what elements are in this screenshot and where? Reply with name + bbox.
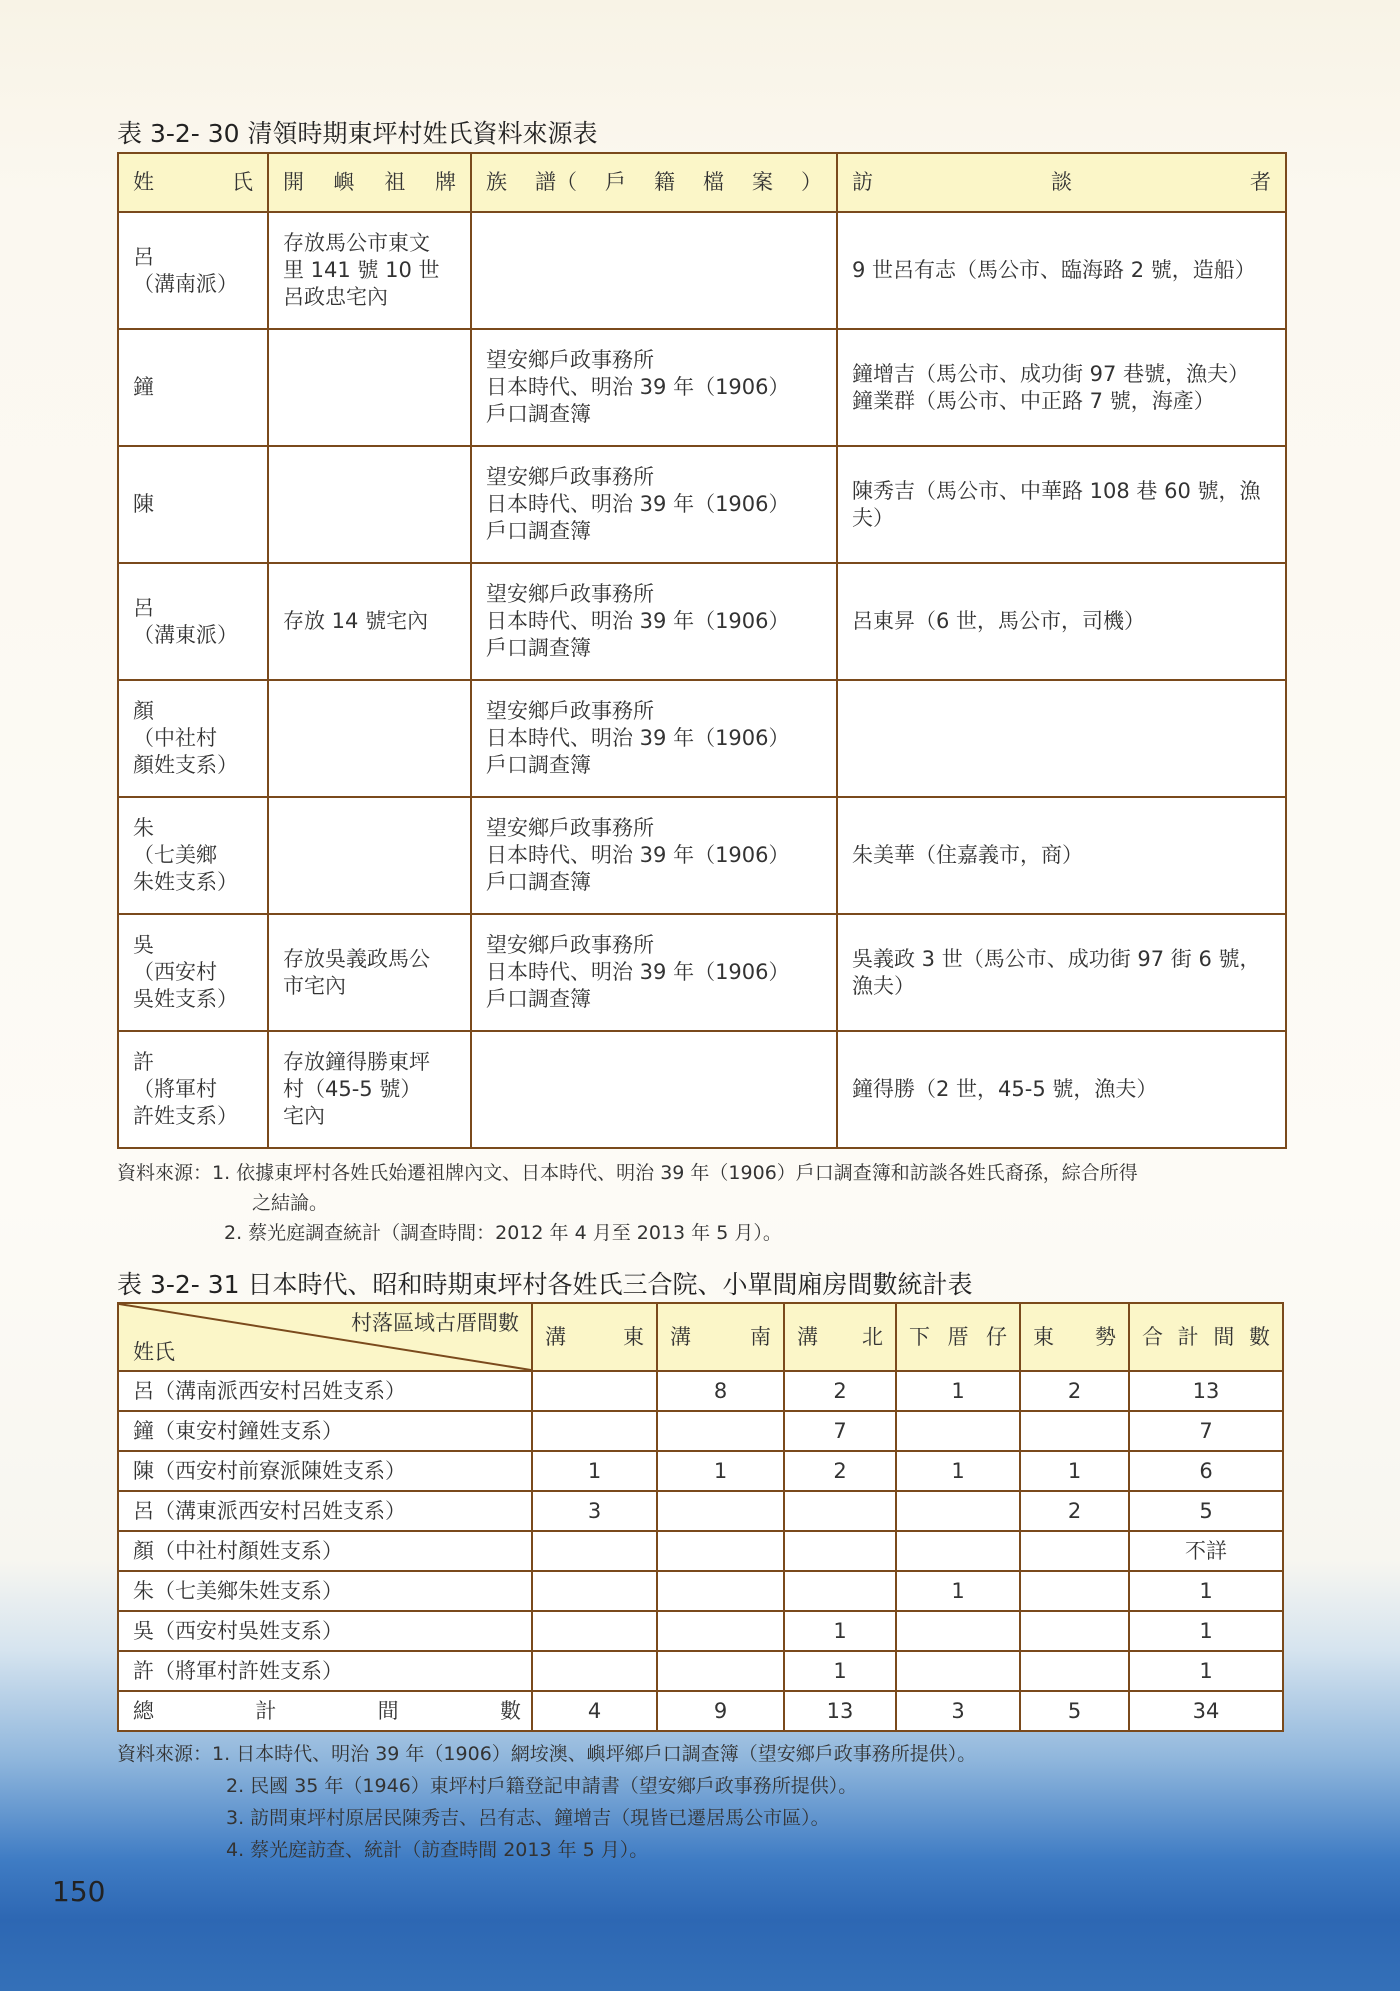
table-row xyxy=(118,1031,1286,1148)
cell-genealogy: 望安鄉戶政事務所 日本時代、明治 39 年（1906） 戶口調查簿 xyxy=(471,329,837,446)
cell-genealogy: 望安鄉戶政事務所 日本時代、明治 39 年（1906） 戶口調查簿 xyxy=(471,563,837,680)
cell-interviewee xyxy=(837,680,1286,797)
surname-cell: 鐘（東安村鐘姓支系） xyxy=(118,1411,532,1451)
cell-interviewee: 吳義政 3 世（馬公市、成功街 97 街 6 號，漁夫） xyxy=(837,914,1286,1031)
count-cell xyxy=(532,1371,657,1411)
cell-interviewee: 呂東昇（6 世，馬公市，司機） xyxy=(837,563,1286,680)
table-row xyxy=(118,1611,1283,1651)
cell-genealogy xyxy=(471,1031,837,1148)
column-header: 溝 北 xyxy=(784,1303,896,1371)
header-surname: 姓 氏 xyxy=(118,153,268,212)
note-line: 之結論。 xyxy=(252,1192,329,1214)
count-cell xyxy=(657,1611,784,1651)
total-label: 總 計 間 數 xyxy=(118,1691,532,1731)
surname-cell: 陳（西安村前寮派陳姓支系） xyxy=(118,1451,532,1491)
count-cell: 1 xyxy=(784,1611,896,1651)
count-cell xyxy=(1020,1531,1129,1571)
count-cell xyxy=(532,1411,657,1451)
table2-notes xyxy=(117,1739,976,1867)
count-cell xyxy=(532,1611,657,1651)
note-line: 4. 蔡光庭訪查、統計（訪查時間 2013 年 5 月）。 xyxy=(226,1839,649,1861)
cell-genealogy: 望安鄉戶政事務所 日本時代、明治 39 年（1906） 戶口調查簿 xyxy=(471,680,837,797)
note-line: 3. 訪問東坪村原居民陳秀吉、呂有志、鐘增吉（現皆已遷居馬公市區）。 xyxy=(226,1807,830,1829)
table-row xyxy=(118,1491,1283,1531)
corner-header xyxy=(118,1303,532,1371)
cell-tablet: 存放 14 號宅內 xyxy=(268,563,471,680)
page-number: 150 xyxy=(52,1875,106,1908)
cell-genealogy: 望安鄉戶政事務所 日本時代、明治 39 年（1906） 戶口調查簿 xyxy=(471,914,837,1031)
table-row xyxy=(118,563,1286,680)
table-row xyxy=(118,914,1286,1031)
cell-surname: 呂 （溝東派） xyxy=(118,563,268,680)
count-cell: 2 xyxy=(1020,1491,1129,1531)
note-line: 2. 蔡光庭調查統計（調查時間：2012 年 4 月至 2013 年 5 月）。 xyxy=(224,1222,782,1244)
note-line: 資料來源：1. 依據東坪村各姓氏始遷祖牌內文、日本時代、明治 39 年（1906）戶口調查簿和訪談各姓氏裔孫，綜合所得 xyxy=(117,1162,1138,1184)
total-cell: 34 xyxy=(1129,1691,1283,1731)
header-ancestral-tablet: 開 嶼 祖 牌 xyxy=(268,153,471,212)
count-cell: 2 xyxy=(784,1451,896,1491)
cell-tablet: 存放鐘得勝東坪 村（45-5 號） 宅內 xyxy=(268,1031,471,1148)
column-header: 溝 東 xyxy=(532,1303,657,1371)
header-genealogy: 族 譜（ 戶 籍 檔 案 ） xyxy=(471,153,837,212)
surname-sources-table xyxy=(117,152,1287,1149)
table1-notes xyxy=(117,1158,1138,1248)
count-cell: 13 xyxy=(1129,1371,1283,1411)
table-row xyxy=(118,1411,1283,1451)
table-row xyxy=(118,212,1286,329)
count-cell xyxy=(657,1491,784,1531)
count-cell xyxy=(896,1491,1020,1531)
cell-surname: 顏 （中社村 顏姓支系） xyxy=(118,680,268,797)
count-cell xyxy=(1020,1651,1129,1691)
count-cell: 2 xyxy=(784,1371,896,1411)
count-cell xyxy=(657,1571,784,1611)
surname-cell: 呂（溝南派西安村呂姓支系） xyxy=(118,1371,532,1411)
count-cell xyxy=(532,1651,657,1691)
note-line: 資料來源：1. 日本時代、明治 39 年（1906）網垵澳、嶼坪鄉戶口調查簿（望安鄉戶政事務所提供）。 xyxy=(117,1743,977,1765)
cell-tablet: 存放吳義政馬公 市宅內 xyxy=(268,914,471,1031)
table-row xyxy=(118,446,1286,563)
table-row xyxy=(118,1451,1283,1491)
count-cell xyxy=(657,1531,784,1571)
count-cell xyxy=(1020,1411,1129,1451)
count-cell: 7 xyxy=(784,1411,896,1451)
cell-tablet xyxy=(268,680,471,797)
cell-surname: 吳 （西安村 吳姓支系） xyxy=(118,914,268,1031)
column-header: 合 計 間 數 xyxy=(1129,1303,1283,1371)
cell-interviewee: 9 世呂有志（馬公市、臨海路 2 號，造船） xyxy=(837,212,1286,329)
count-cell: 不詳 xyxy=(1129,1531,1283,1571)
cell-genealogy: 望安鄉戶政事務所 日本時代、明治 39 年（1906） 戶口調查簿 xyxy=(471,797,837,914)
count-cell: 1 xyxy=(532,1451,657,1491)
count-cell: 1 xyxy=(1129,1611,1283,1651)
cell-interviewee: 朱美華（住嘉義市，商） xyxy=(837,797,1286,914)
table1-title: 表 3-2- 30 清領時期東坪村姓氏資料來源表 xyxy=(117,119,598,148)
cell-interviewee: 鐘增吉（馬公市、成功街 97 巷號，漁夫） 鐘業群（馬公市、中正路 7 號，海產） xyxy=(837,329,1286,446)
corner-top-label: 村落區域古厝間數 xyxy=(351,1311,519,1335)
count-cell xyxy=(532,1571,657,1611)
table-header-row xyxy=(118,1303,1283,1371)
surname-cell: 許（將軍村許姓支系） xyxy=(118,1651,532,1691)
count-cell: 6 xyxy=(1129,1451,1283,1491)
surname-cell: 呂（溝東派西安村呂姓支系） xyxy=(118,1491,532,1531)
table-header-row xyxy=(118,153,1286,212)
count-cell: 7 xyxy=(1129,1411,1283,1451)
cell-surname: 朱 （七美鄉 朱姓支系） xyxy=(118,797,268,914)
count-cell xyxy=(1020,1571,1129,1611)
table2-title: 表 3-2- 31 日本時代、昭和時期東坪村各姓氏三合院、小單間廂房間數統計表 xyxy=(117,1270,973,1299)
cell-tablet xyxy=(268,797,471,914)
surname-cell: 吳（西安村吳姓支系） xyxy=(118,1611,532,1651)
cell-tablet xyxy=(268,446,471,563)
count-cell: 1 xyxy=(784,1651,896,1691)
table-row xyxy=(118,680,1286,797)
cell-interviewee: 陳秀吉（馬公市、中華路 108 巷 60 號，漁夫） xyxy=(837,446,1286,563)
table-row xyxy=(118,1651,1283,1691)
count-cell: 1 xyxy=(1020,1451,1129,1491)
count-cell xyxy=(657,1651,784,1691)
total-row xyxy=(118,1691,1283,1731)
cell-tablet xyxy=(268,329,471,446)
count-cell xyxy=(532,1531,657,1571)
total-cell: 3 xyxy=(896,1691,1020,1731)
table-row xyxy=(118,797,1286,914)
column-header: 溝 南 xyxy=(657,1303,784,1371)
count-cell: 2 xyxy=(1020,1371,1129,1411)
cell-tablet: 存放馬公市東文 里 141 號 10 世 呂政忠宅內 xyxy=(268,212,471,329)
count-cell: 1 xyxy=(1129,1571,1283,1611)
count-cell xyxy=(784,1571,896,1611)
count-cell xyxy=(896,1531,1020,1571)
table-row xyxy=(118,329,1286,446)
table-row xyxy=(118,1571,1283,1611)
count-cell xyxy=(784,1491,896,1531)
count-cell xyxy=(657,1411,784,1451)
count-cell: 1 xyxy=(896,1571,1020,1611)
total-cell: 5 xyxy=(1020,1691,1129,1731)
count-cell: 1 xyxy=(896,1371,1020,1411)
header-interviewee: 訪 談 者 xyxy=(837,153,1286,212)
count-cell xyxy=(1020,1611,1129,1651)
count-cell: 8 xyxy=(657,1371,784,1411)
count-cell: 5 xyxy=(1129,1491,1283,1531)
count-cell: 1 xyxy=(657,1451,784,1491)
total-cell: 4 xyxy=(532,1691,657,1731)
total-cell: 9 xyxy=(657,1691,784,1731)
cell-surname: 陳 xyxy=(118,446,268,563)
column-header: 下 厝 仔 xyxy=(896,1303,1020,1371)
note-line: 2. 民國 35 年（1946）東坪村戶籍登記申請書（望安鄉戶政事務所提供）。 xyxy=(226,1775,858,1797)
total-cell: 13 xyxy=(784,1691,896,1731)
cell-genealogy xyxy=(471,212,837,329)
surname-cell: 朱（七美鄉朱姓支系） xyxy=(118,1571,532,1611)
cell-genealogy: 望安鄉戶政事務所 日本時代、明治 39 年（1906） 戶口調查簿 xyxy=(471,446,837,563)
cell-surname: 許 （將軍村 許姓支系） xyxy=(118,1031,268,1148)
room-count-table xyxy=(117,1302,1284,1732)
table-row xyxy=(118,1531,1283,1571)
corner-bottom-label: 姓氏 xyxy=(133,1340,175,1364)
table-row xyxy=(118,1371,1283,1411)
surname-cell: 顏（中社村顏姓支系） xyxy=(118,1531,532,1571)
count-cell: 3 xyxy=(532,1491,657,1531)
count-cell xyxy=(896,1611,1020,1651)
count-cell: 1 xyxy=(1129,1651,1283,1691)
count-cell xyxy=(784,1531,896,1571)
count-cell xyxy=(896,1651,1020,1691)
cell-interviewee: 鐘得勝（2 世，45-5 號，漁夫） xyxy=(837,1031,1286,1148)
cell-surname: 鐘 xyxy=(118,329,268,446)
count-cell xyxy=(896,1411,1020,1451)
column-header: 東 勢 xyxy=(1020,1303,1129,1371)
cell-surname: 呂 （溝南派） xyxy=(118,212,268,329)
count-cell: 1 xyxy=(896,1451,1020,1491)
